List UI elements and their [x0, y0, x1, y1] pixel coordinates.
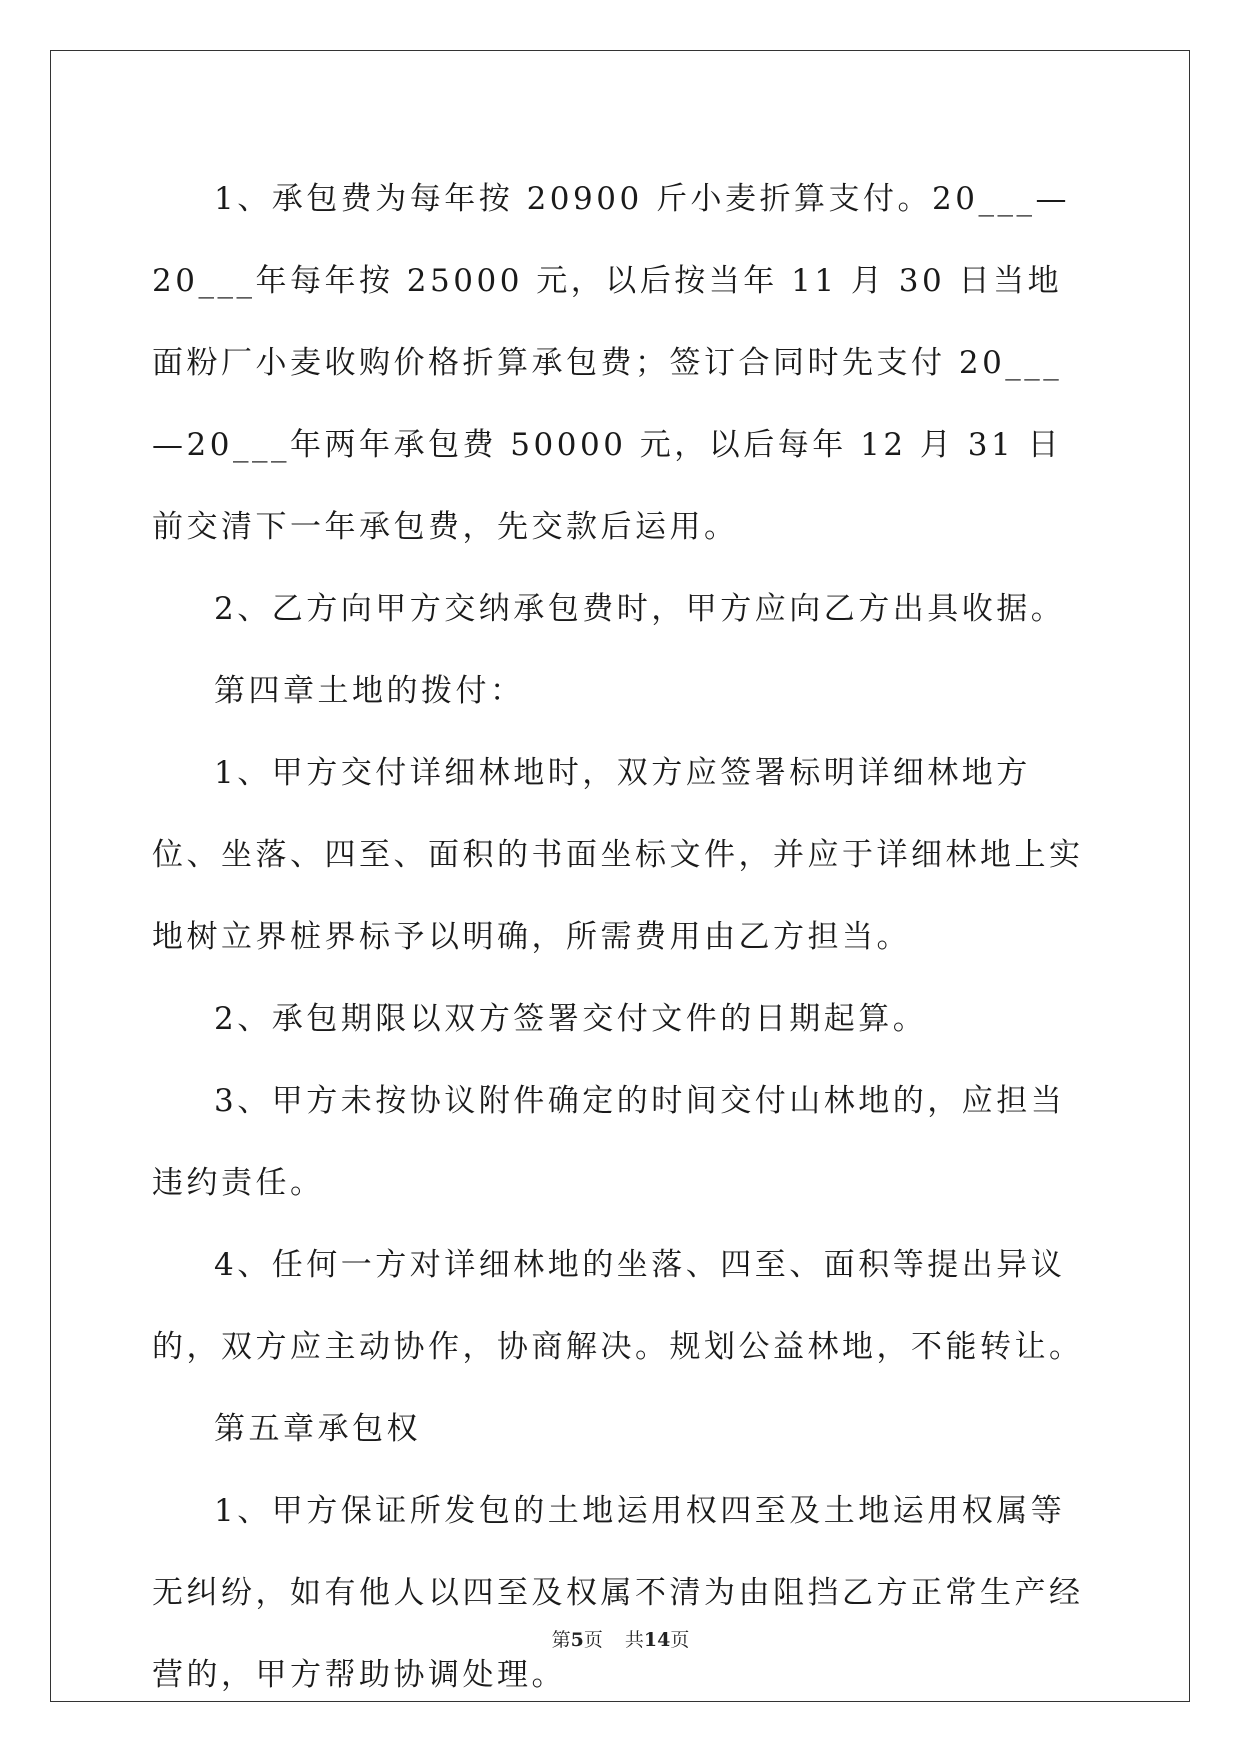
page-number: 5 — [570, 1629, 584, 1651]
paragraph-receipt: 2、乙方向甲方交纳承包费时，甲方应向乙方出具收据。 — [214, 591, 1066, 627]
total-pages: 14 — [643, 1629, 671, 1651]
page-label-suffix: 页 — [583, 1629, 603, 1651]
total-label-suffix: 页 — [670, 1629, 690, 1651]
page-footer — [0, 1625, 1241, 1652]
page-label-prefix: 第 — [551, 1629, 571, 1651]
paragraph-objections: 4、任何一方对详细林地的坐落、四至、面积等提出异议的，双方应主动协作，协商解决。规划公益林地，不能转让。 — [152, 1247, 1084, 1365]
paragraph-fee-terms: 1、承包费为每年按 20900 斤小麦折算支付。20___—20___年每年按 25000 元，以后按当年 11 月 30 日当地面粉厂小麦收购价格折算承包费；签订合同时先支付 20___—20___年两年承包费 50000 元，以后每年 12 月 31 日前交清下一年承包费，先交款后运用。 — [152, 181, 1070, 545]
paragraph-guarantee: 1、甲方保证所发包的土地运用权四至及土地运用权属等无纠纷，如有他人以四至及权属不清为由阻挡乙方正常生产经营的，甲方帮助协调处理。 — [152, 1493, 1084, 1693]
paragraph-breach: 3、甲方未按协议附件确定的时间交付山林地的，应担当违约责任。 — [152, 1083, 1066, 1201]
chapter-heading-contract-rights: 第五章承包权 — [214, 1411, 421, 1447]
paragraph-delivery-documents: 1、甲方交付详细林地时，双方应签署标明详细林地方位、坐落、四至、面积的书面坐标文件，并应于详细林地上实地树立界桩界标予以明确，所需费用由乙方担当。 — [152, 755, 1084, 955]
total-label-prefix: 共 — [624, 1629, 644, 1651]
chapter-heading-land-allocation: 第四章土地的拨付： — [214, 673, 525, 709]
document-body — [152, 158, 1092, 1716]
paragraph-term-start: 2、承包期限以双方签署交付文件的日期起算。 — [214, 1001, 928, 1037]
